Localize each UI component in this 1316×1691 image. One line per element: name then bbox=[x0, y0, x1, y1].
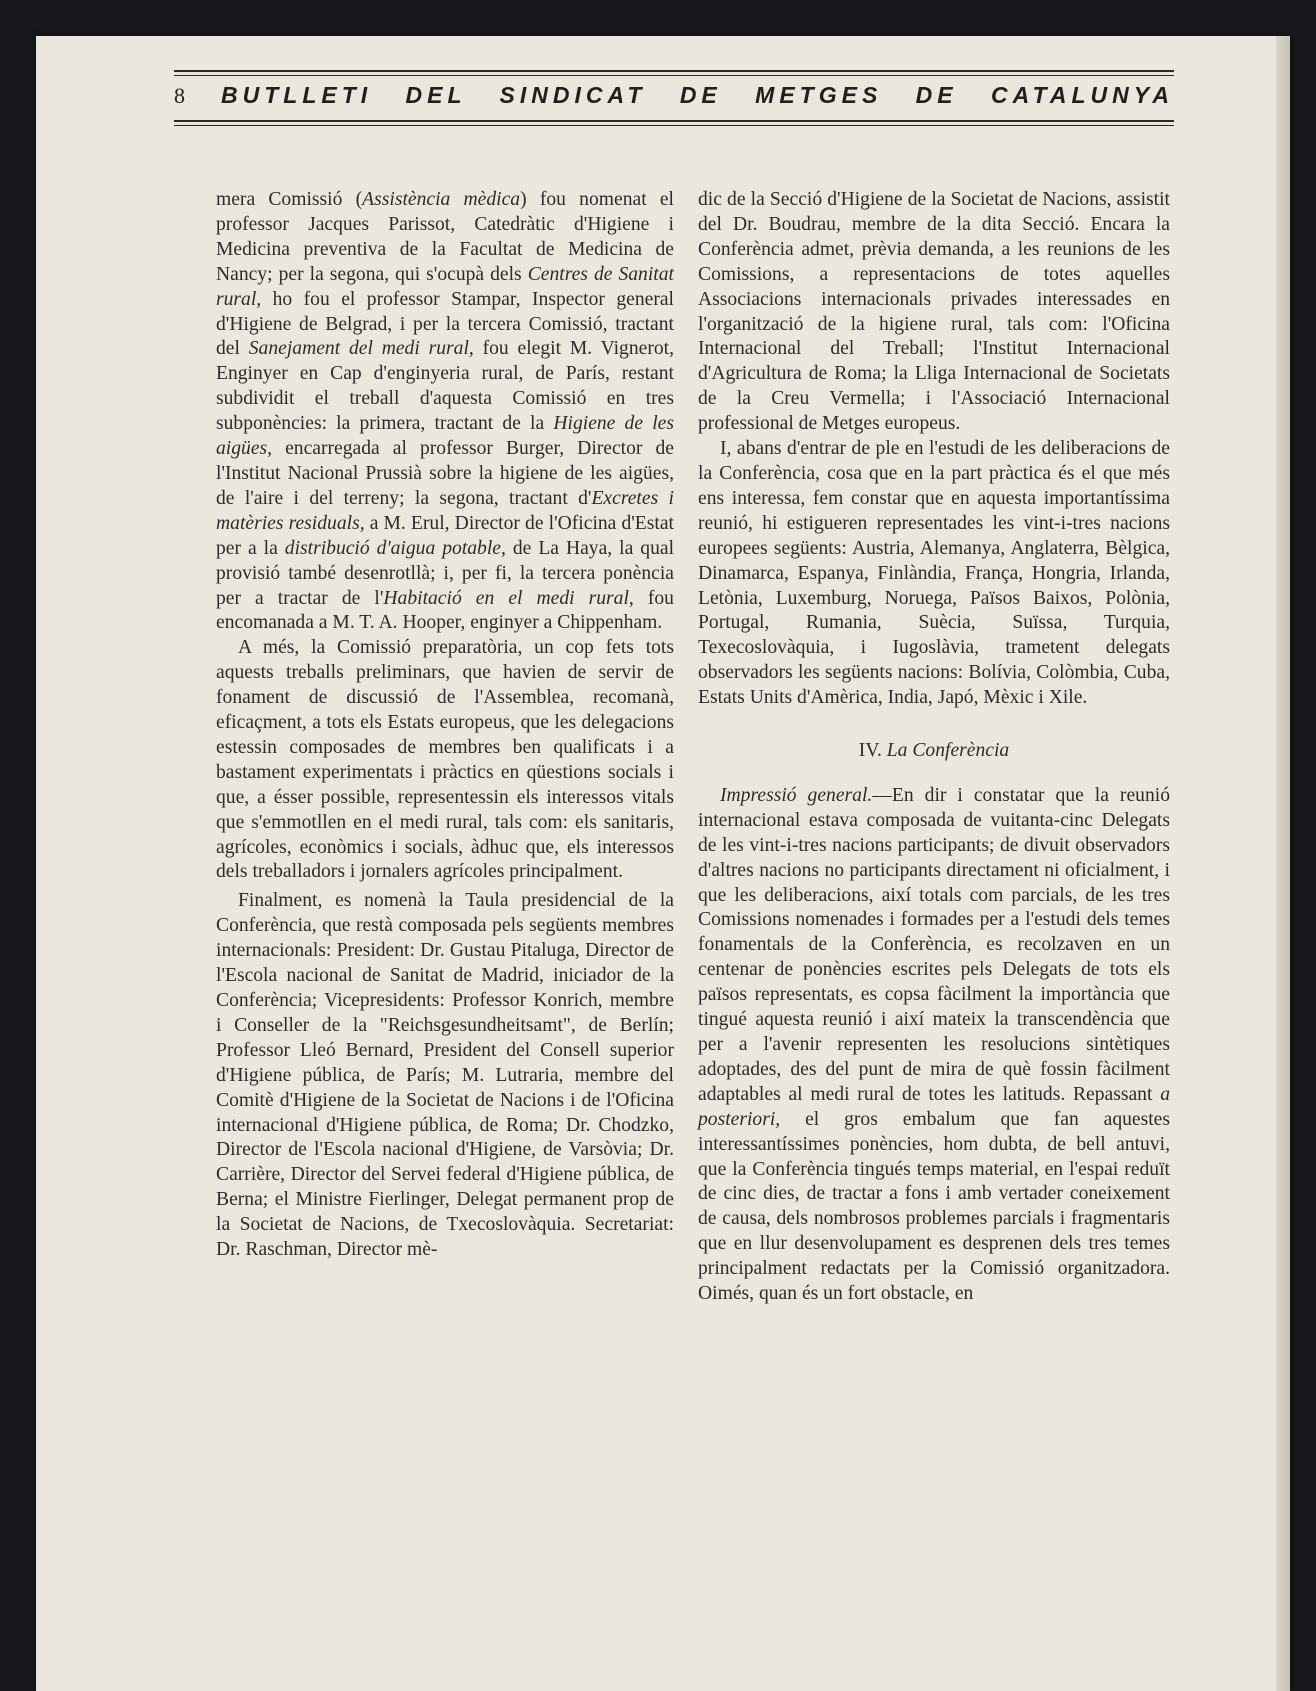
right-column bbox=[698, 188, 1170, 1307]
page-edge bbox=[1276, 36, 1290, 1691]
section-number: IV. bbox=[858, 740, 882, 762]
left-column bbox=[216, 188, 674, 1263]
section-heading bbox=[698, 739, 1170, 764]
paragraph: I, abans d'entrar de ple en l'estudi de les deliberacions de la Conferència, cosa que en la part pràctica és el que més ens interessa, fem constar que en aquesta importantíssima reunió, hi estigueren representades les vint-i-tres nacions europees següents: Austria, Alemanya, Anglaterra, Bèlgica, Dinamarca, Espanya, Finlàndia, França, Hongria, Irlanda, Letònia, Luxemburg, Noruega, Països Baixos, Polònia, Portugal, Rumania, Suècia, Suïssa, Turquia, Texecoslovàquia, i Iugoslàvia, trametent delegats observadors les següents nacions: Bolívia, Colòmbia, Cuba, Estats Units d'Amèrica, India, Japó, Mèxic i Xile. bbox=[698, 438, 1170, 709]
page-number: 8 bbox=[174, 83, 185, 108]
paragraph: A més, la Comissió preparatòria, un cop fets tots aquests treballs preliminars, que havien de servir de fonament de discussió de l'Assemblea, recomanà, eficaçment, a tots els Estats europeus, que les delegacions estessin composades de membres ben qualificats i a bastament experimentats i pràctics en qüestions socials i que, a ésser possible, representessin els interessos vitals que s'emmotllen en el medi rural, tals com: els sanitaris, agrícoles, econòmics i socials, àdhuc que, els interessos dels treballadors i jornalers agrícoles principalment. bbox=[216, 637, 674, 883]
running-title: BUTLLETI DEL SINDICAT DE METGES DE CATALUNYA bbox=[221, 82, 1174, 108]
paragraph: Finalment, es nomenà la Taula presidencial de la Conferència, que restà composada pels següents membres internacionals: President: Dr. Gustau Pitaluga, Director de l'Escola nacional de Sanitat de Madrid, iniciador de la Conferència; Vicepresidents: Professor Konrich, membre i Conseller de la "Reichsgesundheitsamt", de Berlín; Professor Lleó Bernard, President del Consell superior d'Higiene pública, de París; M. Lutraria, membre del Comitè d'Higiene de la Societat de Nacions i de l'Oficina internacional d'Higiene pública, de Roma; Dr. Chodzko, Director de l'Escola nacional d'Higiene, de Varsòvia; Dr. Carrière, Director del Servei federal d'Higiene pública, de Berna; el Ministre Fierlinger, Delegat permanent prop de la Societat de Nacions, de Txecoslovàquia. Secretariat: Dr. Raschman, Director mè- bbox=[216, 890, 674, 1261]
paragraph: dic de la Secció d'Higiene de la Societat de Nacions, assistit del Dr. Boudrau, membre de la dita Secció. Encara la Conferència admet, prèvia demanda, a les reunions de les Comissions, a representacions de totes aquelles Associacions internacionals privades interessades en l'organització de la higiene rural, tals com: l'Oficina Internacional del Treball; l'Institut Internacional d'Agricultura de Roma; la Lliga Internacional de Societats de la Creu Vermella; i l'Associació Internacional professional de Metges europeus. bbox=[698, 189, 1170, 435]
header-rule-top bbox=[174, 70, 1174, 72]
header-row bbox=[174, 76, 1174, 116]
page-header bbox=[174, 70, 1174, 126]
paragraph: Impressió general.—En dir i constatar que la reunió internacional estava composada de vuitanta-cinc Delegats de les vint-i-tres nacions participants; de divuit observadors d'altres nacions no participants directament ni oficialment, i que les deliberacions, així totals com parcials, de les tres Comissions nomenades i formades per a l'estudi dels temes fonamentals de la Conferència, es recolzaven en un centenar de ponències escrites pels Delegats de tots els països representats, es copsa fàcilment la importància que tingué aquesta reunió i així mateix la transcendència que per a l'avenir representen les resolucions sintètiques adoptades, des del punt de mira de què fossin fàcilment adaptables al medi rural de totes les latituds. Repassant a posteriori, el gros embalum que fan aquestes interessantíssimes ponències, hom dubta, de bell antuvi, que la Conferència tingués temps material, en l'espai reduït de cinc dies, de tractar a fons i amb vertader coneixement de causa, dels nombrosos problemes parcials i fragmentaris que en llur desenvolupament es desprenen dels tres temes principalment redactats per la Comissió organitzadora. Oimés, quan és un fort obstacle, en bbox=[698, 784, 1170, 1305]
section-title: La Conferència bbox=[886, 740, 1010, 762]
header-rule-bottom-thin bbox=[174, 125, 1174, 126]
paragraph: mera Comissió (Assistència mèdica) fou nomenat el professor Jacques Parissot, Catedràtic d'Higiene i Medicina preventiva de la Facultat de Medicina de Nancy; per la segona, qui s'ocupà dels Centres de Sanitat rural, ho fou el professor Stampar, Inspector general d'Higiene de Belgrad, i per la tercera Comissió, tractant del Sanejament del medi rural, fou elegit M. Vignerot, Enginyer en Cap d'enginyeria rural, de París, restant subdividit el treball d'aquesta Comissió en tres subponències: la primera, tractant de la Higiene de les aigües, encarregada al professor Burger, Director de l'Institut Nacional Prussià sobre la higiene de les aigües, de l'aire i del terreny; la segona, tractant d'Excretes i matèries residuals, a M. Erul, Director de l'Oficina d'Estat per a la distribució d'aigua potable, de La Haya, la qual provisió també desenrotllà; i, per fi, la tercera ponència per a tractar de l'Habitació en el medi rural, fou encomanada a M. T. A. Hooper, enginyer a Chippenham. bbox=[216, 189, 675, 634]
header-rule-bottom bbox=[174, 120, 1174, 122]
